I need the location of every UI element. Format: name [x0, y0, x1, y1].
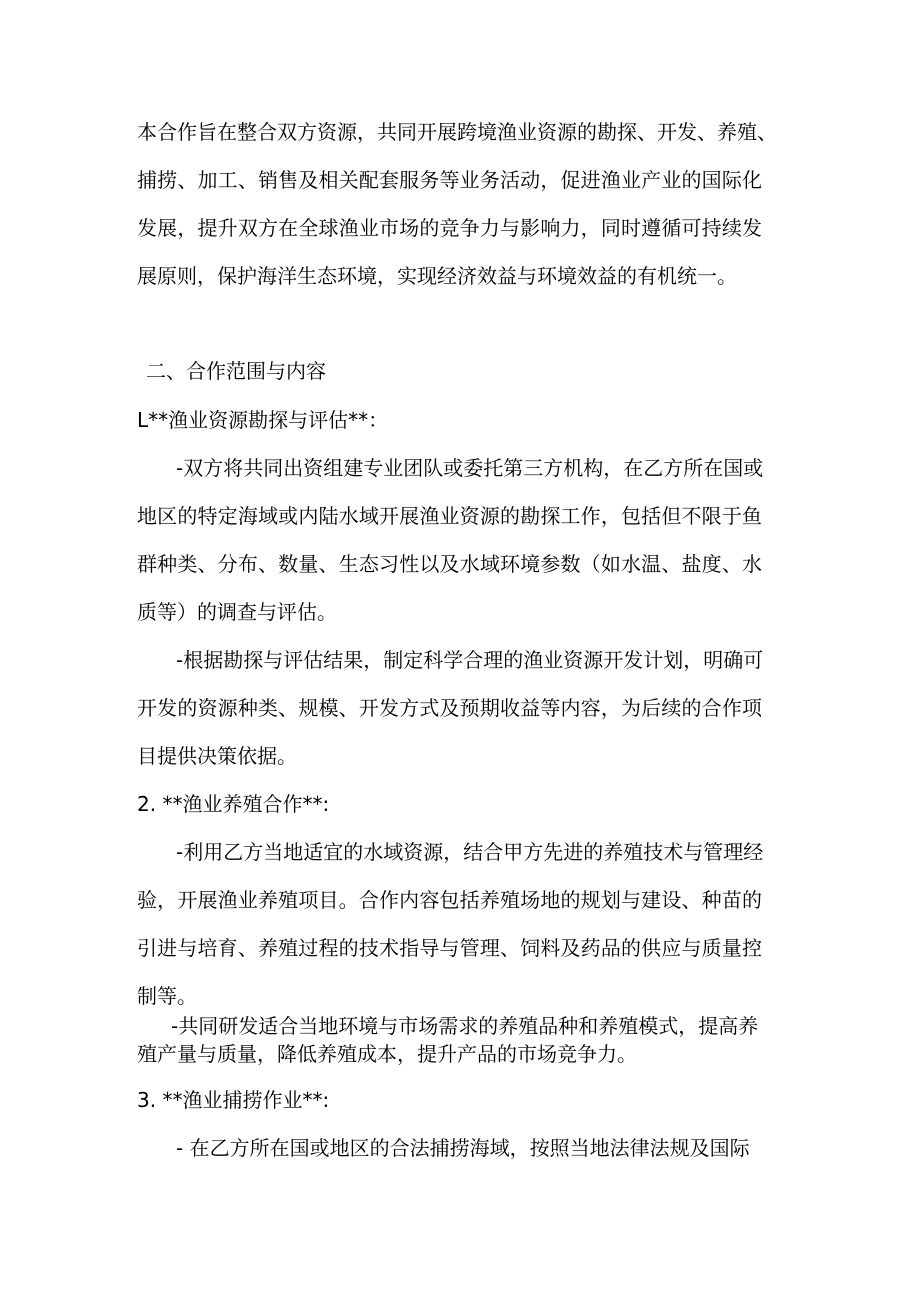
item1-para2-line-3: 目提供决策依据。	[137, 744, 297, 768]
item2-para1-line-3: 引进与培育、养殖过程的技术指导与管理、饲料及药品的供应与质量控	[137, 936, 762, 960]
item1-title: L**渔业资源勘探与评估**：	[137, 408, 389, 432]
section-heading: 二、合作范围与内容	[146, 359, 326, 383]
intro-line-3: 发展，提升双方在全球渔业市场的竞争力与影响力，同时遵循可持续发	[137, 216, 762, 240]
item2-para2-line-1: -共同研发适合当地环境与市场需求的养殖品种和养殖模式，提高养	[171, 1014, 759, 1038]
intro-line-1: 本合作旨在整合双方资源，共同开展跨境渔业资源的勘探、开发、养殖、	[137, 120, 777, 144]
item2-para1-line-2: 验，开展渔业养殖项目。合作内容包括养殖场地的规划与建设、种苗的	[137, 888, 762, 912]
item1-para2-line-2: 开发的资源种类、规模、开发方式及预期收益等内容，为后续的合作项	[137, 696, 762, 720]
item3-title: 3. **渔业捕捞作业**:	[137, 1088, 330, 1112]
intro-line-4: 展原则，保护海洋生态环境，实现经济效益与环境效益的有机统一。	[137, 264, 737, 288]
item2-para1-line-1: -利用乙方当地适宜的水域资源，结合甲方先进的养殖技术与管理经	[176, 840, 764, 864]
item1-para1-line-4: 质等）的调查与评估。	[137, 600, 337, 624]
item1-para1-line-3: 群种类、分布、数量、生态习性以及水域环境参数（如水温、盐度、水	[137, 552, 762, 576]
item1-para1-line-2: 地区的特定海域或内陆水域开展渔业资源的勘探工作，包括但不限于鱼	[137, 504, 762, 528]
item1-para1-line-1: -双方将共同出资组建专业团队或委托第三方机构，在乙方所在国或	[176, 456, 764, 480]
item1-para2-line-1: -根据勘探与评估结果，制定科学合理的渔业资源开发计划，明确可	[176, 648, 764, 672]
item2-title: 2. **渔业养殖合作**:	[137, 792, 330, 816]
item3-para1-line-1: - 在乙方所在国或地区的合法捕捞海域，按照当地法律法规及国际	[176, 1136, 750, 1160]
item2-para2-line-2: 殖产量与质量，降低养殖成本，提升产品的市场竞争力。	[137, 1042, 637, 1066]
intro-line-2: 捕捞、加工、销售及相关配套服务等业务活动，促进渔业产业的国际化	[137, 168, 762, 192]
item2-para1-line-4: 制等。	[137, 984, 197, 1008]
